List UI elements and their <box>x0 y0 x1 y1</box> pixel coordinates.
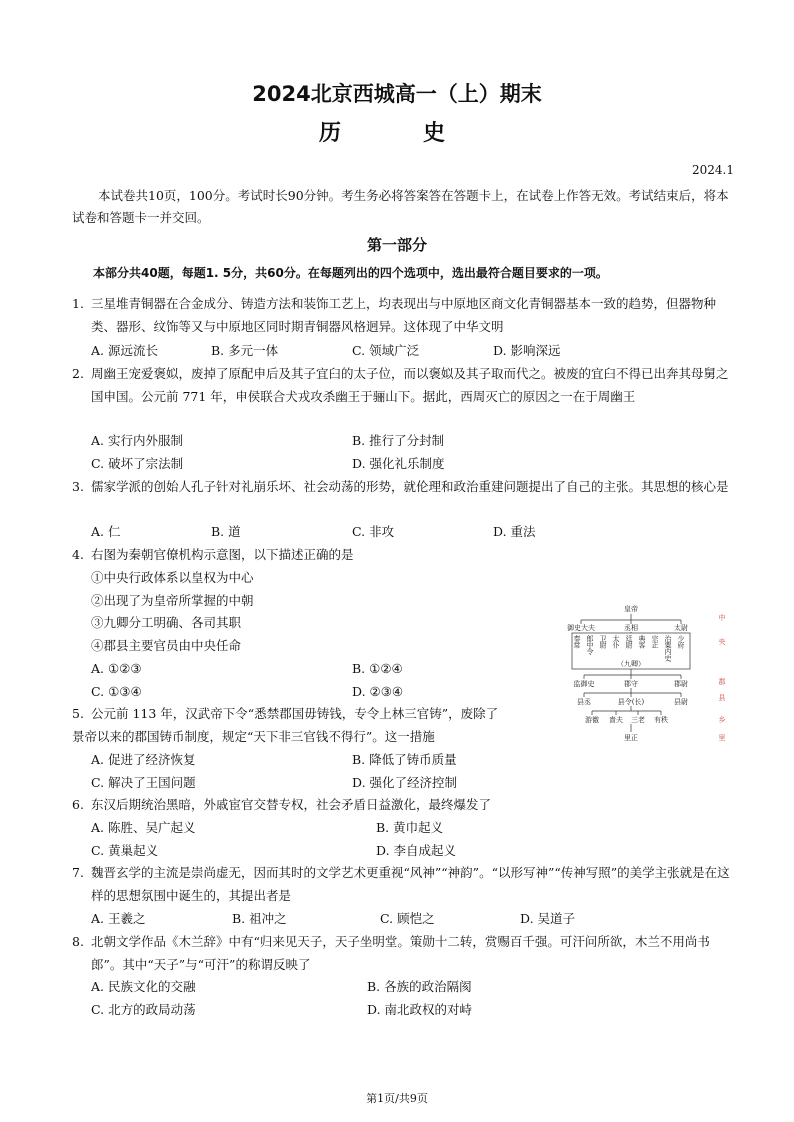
question-2 <box>72 363 732 408</box>
question-number: 8. <box>72 934 84 949</box>
diagram-minister: 奉常 <box>573 635 581 650</box>
option-a[interactable]: A. 王羲之 <box>91 911 146 926</box>
option-d[interactable]: D. 李自成起义 <box>376 843 457 858</box>
option-b[interactable]: B. 多元一体 <box>211 343 279 358</box>
diagram-svg <box>556 600 736 748</box>
diagram-side-labels <box>719 613 726 742</box>
question-1 <box>72 293 732 338</box>
diagram-side-label: 县 <box>718 694 726 702</box>
diagram-row2-1: 监御史 <box>573 680 595 688</box>
question-6 <box>72 794 732 817</box>
diagram-row2-2: 郡守 <box>624 680 638 688</box>
question-number: 6. <box>72 797 84 812</box>
diagram-minister: 廷尉 <box>625 635 633 650</box>
option-a[interactable]: A. 仁 <box>91 524 121 539</box>
option-d[interactable]: D. 影响深远 <box>493 343 561 358</box>
statement-2: ②出现了为皇帝所掌握的中朝 <box>91 593 254 608</box>
exam-title: 2024北京西城高一（上）期末 <box>252 82 542 106</box>
question-4 <box>72 544 552 567</box>
option-c[interactable]: C. 解决了王国问题 <box>91 775 196 790</box>
diagram-row4-2: 啬夫 <box>609 716 623 724</box>
option-b[interactable]: B. 各族的政治隔阂 <box>367 979 472 994</box>
option-d[interactable]: D. 强化了经济控制 <box>352 775 458 790</box>
qin-bureaucracy-diagram <box>556 600 736 748</box>
diagram-row1-1: 御史大夫 <box>567 624 595 632</box>
option-a[interactable]: A. 源远流长 <box>91 343 158 358</box>
diagram-emperor: 皇帝 <box>624 605 638 613</box>
diagram-row3-2: 县令(长) <box>617 698 645 706</box>
diagram-row4-1: 游徼 <box>585 716 599 724</box>
statement-3: ③九卿分工明确、各司其职 <box>91 615 242 630</box>
diagram-row2-3: 郡尉 <box>674 680 688 688</box>
option-b[interactable]: B. ①②④ <box>352 661 403 676</box>
statement-1: ①中央行政体系以皇权为中心 <box>91 570 254 585</box>
diagram-row4-3: 三老 <box>631 716 645 724</box>
question-stem-line-1: 公元前 113 年，汉武帝下令“悉禁郡国毋铸钱，专令上林三官铸”，废除了 <box>91 706 499 721</box>
exam-instructions: 本试卷共10页，100分。考试时长90分钟。考生务必将答案答在答题卡上，在试卷上作答无效。考试结束后，将本试卷和答题卡一并交回。 <box>72 188 729 225</box>
option-c[interactable]: C. 黄巢起义 <box>91 843 159 858</box>
question-number: 3. <box>72 479 84 494</box>
question-number: 5. <box>72 706 84 721</box>
diagram-row3-3: 县尉 <box>674 698 688 706</box>
page-footer: 第1页/共9页 <box>366 1092 428 1105</box>
exam-date: 2024.1 <box>692 163 734 177</box>
option-d[interactable]: D. ②③④ <box>352 684 404 699</box>
diagram-side-label: 中 <box>718 614 726 622</box>
diagram-minister: 治粟内史 <box>664 635 672 663</box>
option-a[interactable]: A. 实行内外服制 <box>91 433 183 448</box>
part-title: 第一部分 <box>366 236 427 254</box>
option-c[interactable]: C. 领域广泛 <box>352 343 420 358</box>
question-number: 7. <box>72 865 84 880</box>
option-d[interactable]: D. 强化礼乐制度 <box>352 456 445 471</box>
diagram-row5: 里正 <box>624 734 638 742</box>
question-8 <box>72 931 732 976</box>
subject-title: 历 史 <box>318 121 475 146</box>
option-d[interactable]: D. 重法 <box>493 524 536 539</box>
option-b[interactable]: B. 道 <box>211 524 241 539</box>
option-b[interactable]: B. 祖冲之 <box>232 911 287 926</box>
option-b[interactable]: B. 黄巾起义 <box>376 820 444 835</box>
option-c[interactable]: C. 破坏了宗法制 <box>91 456 184 471</box>
question-stem: 三星堆青铜器在合金成分、铸造方法和装饰工艺上，均表现出与中原地区商文化青铜器基本一致的趋势，但器物种类、器形、纹饰等又与中原地区同时期青铜器风格迥异。这体现了中华文明 <box>91 296 717 334</box>
question-stem-line-2: 景帝以来的郡国铸币制度，规定“天下非三官钱不得行”。这一措施 <box>72 728 435 744</box>
diagram-minister: 宗正 <box>651 635 659 650</box>
option-c[interactable]: C. 非攻 <box>352 524 395 539</box>
option-d[interactable]: D. 南北政权的对峙 <box>367 1002 473 1017</box>
question-number: 2. <box>72 366 84 381</box>
question-stem: 东汉后期统治黑暗，外戚宦官交替专权，社会矛盾日益激化，最终爆发了 <box>91 797 492 812</box>
question-number: 4. <box>72 547 84 562</box>
question-stem: 儒家学派的创始人孔子针对礼崩乐坏、社会动荡的形势，就伦理和政治重建问题提出了自己的主张。其思想的核心是 <box>91 479 729 494</box>
option-a[interactable]: A. 促进了经济恢复 <box>91 752 196 767</box>
diagram-side-label: 郡 <box>718 678 726 686</box>
option-d[interactable]: D. 吴道子 <box>520 911 576 926</box>
diagram-side-label: 里 <box>718 734 726 742</box>
diagram-minister: 少府 <box>677 635 685 650</box>
option-a[interactable]: A. 民族文化的交融 <box>91 979 196 994</box>
question-stem: 北朝文学作品《木兰辞》中有“归来见天子，天子坐明堂。策勋十二转，赏赐百千强。可汗问所欲，木兰不用尚书郎”。其中“天子”与“可汗”的称谓反映了 <box>91 934 710 972</box>
diagram-minister: 太仆 <box>612 635 620 650</box>
option-a[interactable]: A. 陈胜、吴广起义 <box>91 820 196 835</box>
diagram-minister: 卫尉 <box>599 635 607 650</box>
diagram-minister: 典客 <box>638 635 646 650</box>
option-c[interactable]: C. ①③④ <box>91 684 142 699</box>
option-c[interactable]: C. 北方的政局动荡 <box>91 1002 196 1017</box>
option-b[interactable]: B. 降低了铸币质量 <box>352 752 457 767</box>
option-a[interactable]: A. ①②③ <box>91 661 142 676</box>
question-stem: 周幽王宠爱褒姒，废掉了原配申后及其子宜臼的太子位，而以褒姒及其子取而代之。被废的宜臼不得已出奔其母舅之国申国。公元前 771 年，申侯联合犬戎攻杀幽王于骊山下。据此，西周灭亡的原因之一在于周幽王 <box>91 366 729 404</box>
diagram-side-label: 央 <box>718 638 726 646</box>
statement-4: ④郡县主要官员由中央任命 <box>91 638 242 653</box>
diagram-row1-2: 丞相 <box>624 624 638 632</box>
question-5 <box>72 703 552 748</box>
diagram-minister: 郎中令 <box>586 635 594 656</box>
option-c[interactable]: C. 顾恺之 <box>380 911 435 926</box>
diagram-ministers-label: （九卿） <box>617 660 645 668</box>
question-3 <box>72 476 732 499</box>
question-stem: 右图为秦朝官僚机构示意图，以下描述正确的是 <box>91 547 354 562</box>
question-7 <box>72 862 732 907</box>
diagram-row3-1: 县丞 <box>577 698 591 706</box>
part-note: 本部分共40题，每题1. 5分，共60分。在每题列出的四个选项中，选出最符合题目要求的一项。 <box>93 266 608 280</box>
option-b[interactable]: B. 推行了分封制 <box>352 433 445 448</box>
diagram-row4-4: 有秩 <box>654 716 668 724</box>
diagram-side-label: 乡 <box>718 716 726 724</box>
question-number: 1. <box>72 296 84 311</box>
diagram-row1-3: 太尉 <box>674 624 688 632</box>
question-stem: 魏晋玄学的主流是崇尚虚无，因而其时的文学艺术更重视“风神”“神韵”。“以形写神”“传神写照”的美学主张就是在这样的思想氛围中诞生的，其提出者是 <box>91 865 730 903</box>
diagram-ministers <box>574 634 685 663</box>
